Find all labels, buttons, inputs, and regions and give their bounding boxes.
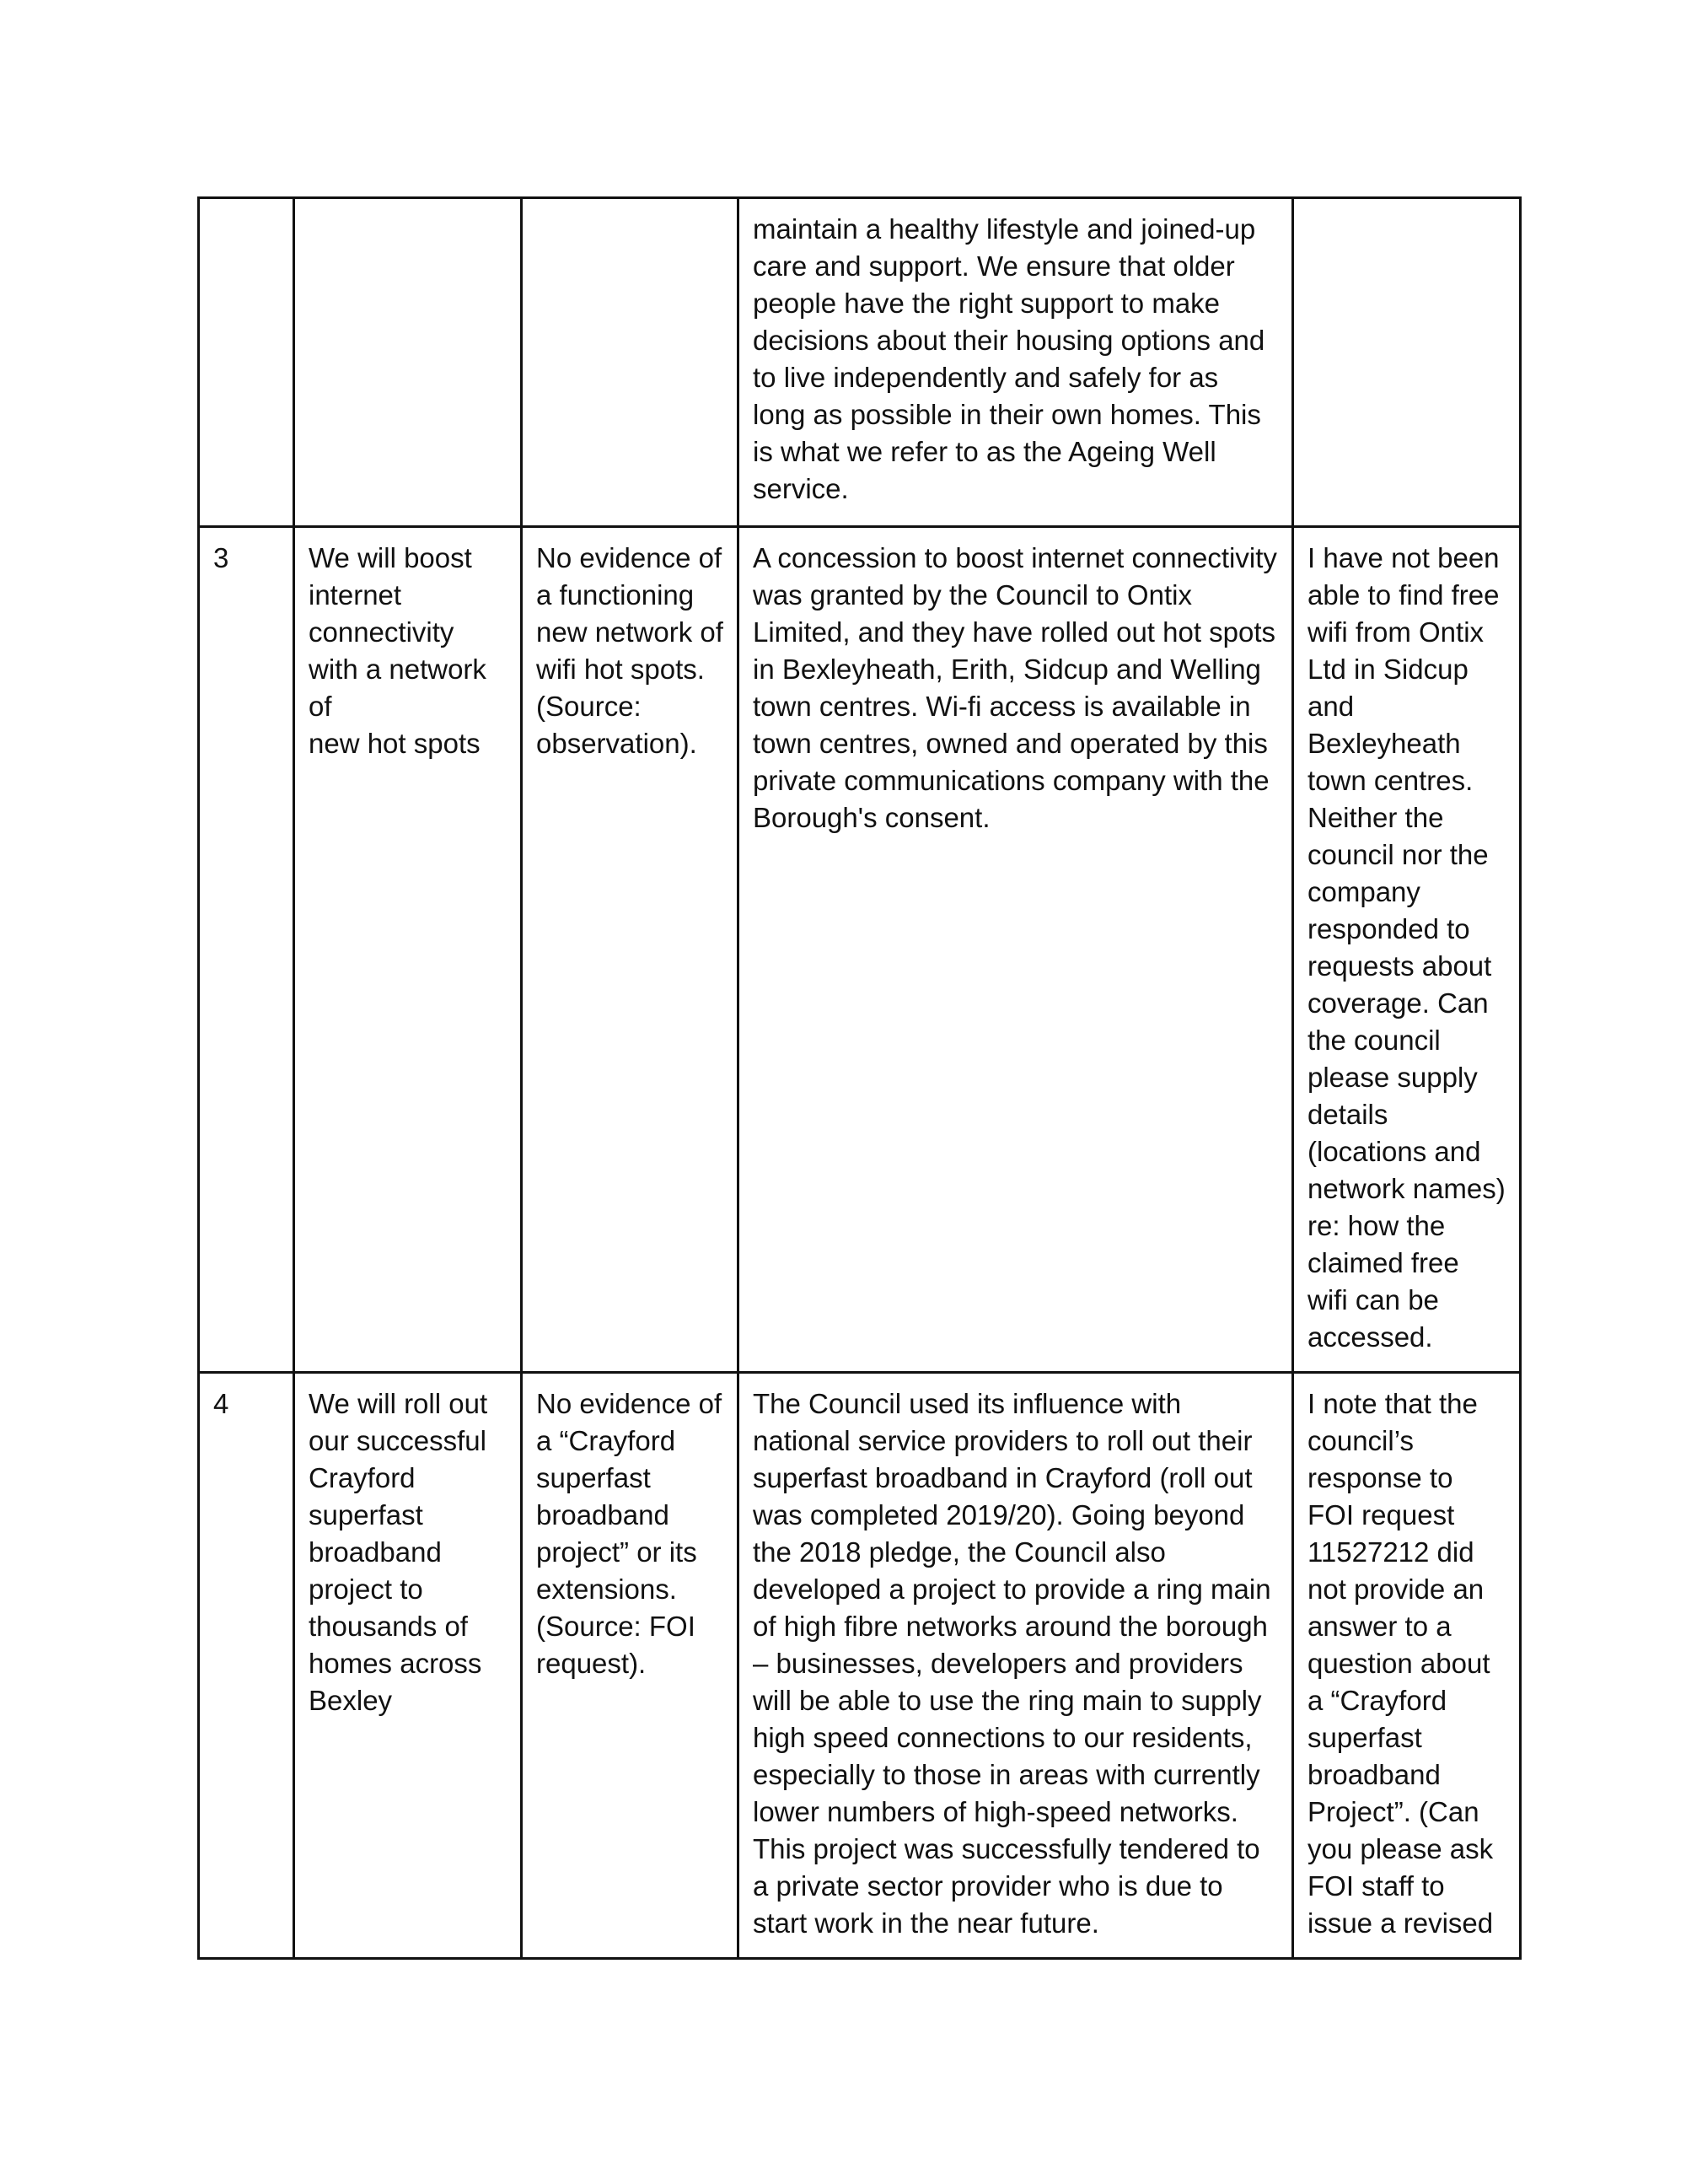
council-response-cell: The Council used its influence with national service providers to roll out their superfast broadband in Crayford (roll out was completed 2019/20). Going beyond the 2018 pledge, the Council also developed a project to provide a ring main of high fibre networks around the borough – businesses, developers and providers will be able to use the ring main to supply high speed connections to our residents, especially to those in areas with currently lower numbers of high-speed networks. This project was successfully tendered to a private sector provider who is due to start work in the near future. [738,1373,1293,1959]
evidence-cell: No evidence of a functioning new network of wifi hot spots. (Source: observation). [522,527,738,1373]
evidence-cell [522,198,738,527]
evidence-cell: No evidence of a “Crayford superfast broadband project” or its extensions. (Source: FOI request). [522,1373,738,1959]
comment-cell [1293,198,1521,527]
comment-cell: I have not been able to find free wifi from Ontix Ltd in Sidcup and Bexleyheath town centres. Neither the council nor the company responded to requests about coverage. Can the council please supply details (locations and network names) re: how the claimed free wifi can be accessed. [1293,527,1521,1373]
table-row [199,1373,1521,1959]
council-response-cell: A concession to boost internet connectivity was granted by the Council to Ontix Limited, and they have rolled out hot spots in Bexleyheath, Erith, Sidcup and Welling town centres. Wi-fi access is available in town centres, owned and operated by this private communications company with the Borough's consent. [738,527,1293,1373]
comment-cell: I note that the council’s response to FOI request 11527212 did not provide an answer to a question about a “Crayford superfast broadband Project”. (Can you please ask FOI staff to issue a revised [1293,1373,1521,1959]
row-number-cell: 4 [199,1373,294,1959]
pledge-cell: We will boost internet connectivity with a network of new hot spots [294,527,522,1373]
pledge-cell: We will roll out our successful Crayford superfast broadband project to thousands of homes across Bexley [294,1373,522,1959]
table-row [199,527,1521,1373]
pledge-cell [294,198,522,527]
table-row [199,198,1521,527]
council-response-cell: maintain a healthy lifestyle and joined-up care and support. We ensure that older people have the right support to make decisions about their housing options and to live independently and safely for as long as possible in their own homes. This is what we refer to as the Ageing Well service. [738,198,1293,527]
pledge-review-table [197,196,1522,1960]
row-number-cell [199,198,294,527]
row-number-cell: 3 [199,527,294,1373]
